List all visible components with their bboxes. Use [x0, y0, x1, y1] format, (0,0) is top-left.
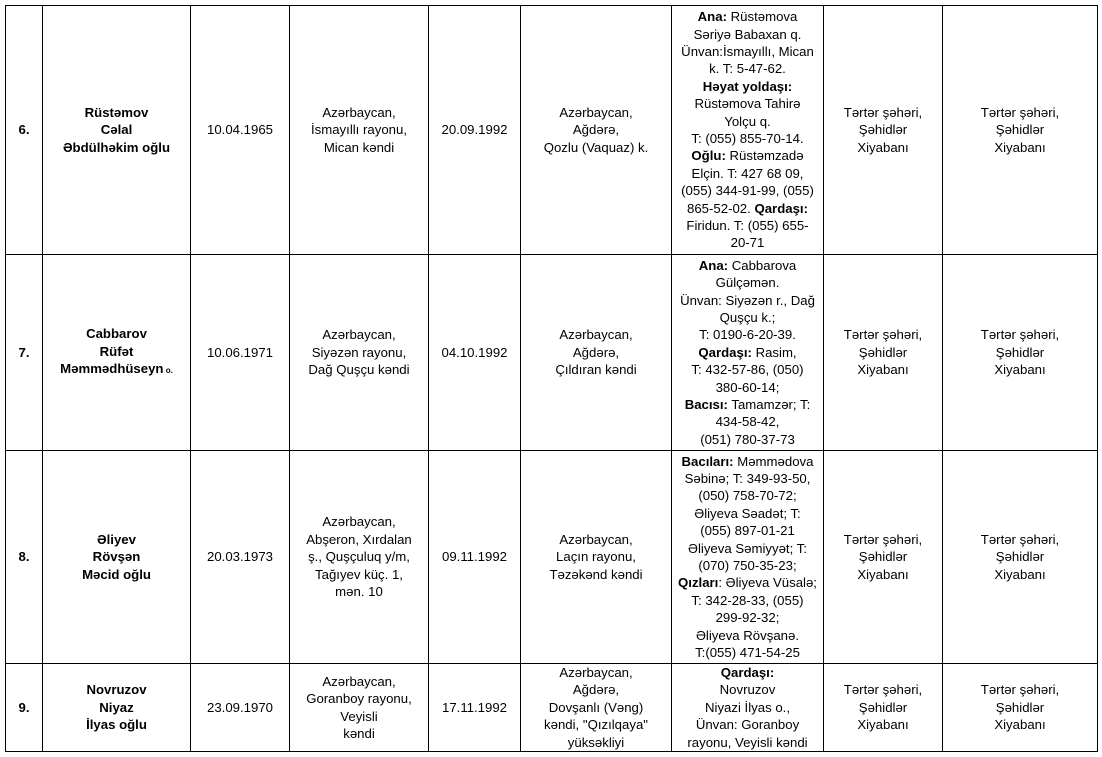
contact-text: (051) 780-37-73: [700, 431, 795, 447]
person-name-line: [46, 104, 187, 121]
memorial-place-line: Xiyabanı: [994, 139, 1046, 155]
contact-label: Ana:: [697, 9, 727, 25]
contact-text: Quşçu k.;: [719, 309, 776, 325]
contact-text: Novruzov: [719, 682, 776, 698]
memorial-place: [943, 255, 1098, 451]
contact-text: Rüstəmova: [726, 9, 798, 25]
death-place-line: Azərbaycan,: [559, 531, 633, 547]
contact-text: Ünvan: Siyəzən r., Dağ: [680, 292, 815, 308]
contact-text: Cabbarova: [728, 257, 797, 273]
table-row: [6, 451, 1098, 664]
contact-line: [675, 274, 820, 291]
person-name-line: [46, 343, 187, 360]
contact-line: [675, 309, 820, 326]
contact-line: [675, 361, 820, 378]
contact-text: T: (055) 855-70-14.: [691, 131, 804, 146]
contact-text: Əliyeva Səmiyyət; T:: [688, 540, 807, 556]
contact-line: [675, 734, 820, 751]
contact-line: [675, 487, 820, 504]
contact-text: Rasim,: [751, 344, 797, 360]
death-date: 09.11.1992: [429, 451, 521, 664]
contact-line: [675, 379, 820, 396]
person-name-text: Əliyev: [97, 531, 136, 547]
death-place-line: Ağdərə,: [572, 682, 620, 698]
memorial-place-line: Şəhidlər: [995, 122, 1045, 138]
burial-place-line: Tərtər şəhəri,: [843, 104, 923, 120]
death-place: [521, 6, 672, 255]
person-name-text: Novruzov: [86, 682, 147, 698]
contact-text: (050) 758-70-72;: [698, 488, 797, 504]
contact-line: [675, 182, 820, 199]
person-name-text: Əbdülhəkim oğlu: [62, 139, 170, 155]
burial-place: [824, 6, 943, 255]
birth-date: 23.09.1970: [191, 664, 290, 752]
burial-place-line: Şəhidlər: [858, 549, 908, 565]
birth-place-line: Dağ Quşçu kəndi: [308, 362, 410, 378]
burial-place-line: Xiyabanı: [857, 139, 909, 155]
contact-line: [675, 257, 820, 274]
contact-line: [675, 292, 820, 309]
contact-text: Səriyə Babaxan q.: [693, 26, 802, 42]
person-name: [43, 6, 191, 255]
contact-label: Bacısı:: [684, 397, 728, 413]
contact-line: [675, 453, 820, 470]
contact-line: [675, 592, 820, 609]
row-number: 7.: [6, 255, 43, 451]
death-place-line: Ağdərə,: [572, 122, 620, 138]
memorial-place-line: Tərtər şəhəri,: [980, 104, 1060, 120]
person-name-line: [46, 360, 187, 379]
death-place-line: Dovşanlı (Vəng): [548, 699, 644, 715]
birth-place-line: mən. 10: [335, 584, 383, 600]
birth-date: 10.04.1965: [191, 6, 290, 255]
person-name-text: Məcid oğlu: [82, 566, 151, 582]
burial-place-line: Şəhidlər: [858, 699, 908, 715]
birth-place-line: Mican kəndi: [323, 139, 395, 155]
person-name-line: [46, 548, 187, 565]
contact-line: [675, 95, 820, 112]
person-name-text: İlyas oğlu: [86, 717, 147, 733]
contact-label: Qızları: [678, 575, 719, 591]
memorial-place-line: Şəhidlər: [995, 344, 1045, 360]
death-place-line: kəndi, "Qızılqaya": [544, 717, 648, 733]
person-name-line: [46, 139, 187, 156]
contact-line: [675, 78, 820, 95]
memorial-place: [943, 664, 1098, 752]
death-place-line: Azərbaycan,: [559, 104, 633, 120]
contact-text: 299-92-32;: [715, 610, 780, 626]
birth-place: [290, 6, 429, 255]
contact-text: k. T: 5-47-62.: [709, 61, 786, 77]
row-number: 8.: [6, 451, 43, 664]
contact-line: [675, 470, 820, 487]
person-name-text: Rüstəmov: [84, 104, 149, 120]
contact-line: [675, 681, 820, 698]
person-name-text: Rövşən: [92, 549, 141, 565]
death-date: 20.09.1992: [429, 6, 521, 255]
burial-place-line: Xiyabanı: [857, 566, 909, 582]
death-place: [521, 255, 672, 451]
contact-line: [675, 522, 820, 539]
contact-label: Qardaşı:: [720, 665, 775, 680]
memorial-place-line: Xiyabanı: [994, 717, 1046, 733]
memorial-place-line: Tərtər şəhəri,: [980, 531, 1060, 547]
contact-line: [675, 431, 820, 448]
person-name-text: Cəlal: [100, 122, 133, 138]
death-place-line: Qozlu (Vaquaz) k.: [543, 139, 649, 155]
contact-text: (070) 750-35-23;: [698, 558, 797, 573]
contact-line: [675, 43, 820, 60]
person-name-line: [46, 699, 187, 716]
burial-place: [824, 255, 943, 451]
contact-text: Səbinə; T: 349-93-50,: [684, 470, 811, 486]
contact-text: (055) 897-01-21: [700, 523, 795, 539]
burial-place-line: Xiyabanı: [857, 362, 909, 378]
birth-date: 10.06.1971: [191, 255, 290, 451]
contact-line: [675, 26, 820, 43]
contact-text: 380-60-14;: [715, 379, 780, 395]
death-date: 17.11.1992: [429, 664, 521, 752]
death-place-line: Təzəkənd kəndi: [549, 566, 643, 582]
birth-place-line: ş., Quşçuluq y/m,: [308, 549, 410, 565]
contact-line: [675, 396, 820, 413]
contact-line: [675, 505, 820, 522]
birth-date: 20.03.1973: [191, 451, 290, 664]
person-name-line: [46, 716, 187, 733]
birth-place-line: Siyəzən rayonu,: [311, 344, 407, 360]
contact-line: [675, 60, 820, 77]
contact-line: [675, 130, 820, 147]
burial-place-line: Tərtər şəhəri,: [843, 682, 923, 698]
birth-place-line: Abşeron, Xırdalan: [306, 531, 412, 547]
contact-text: 20-71: [730, 235, 765, 251]
relatives-contacts: [672, 664, 824, 752]
death-place: [521, 664, 672, 752]
contact-line: [675, 540, 820, 557]
contact-text: Rüstəmzadə: [725, 148, 804, 164]
person-name-text: Cabbarov: [86, 326, 147, 342]
person-name-line: [46, 121, 187, 138]
contact-line: [675, 664, 820, 681]
contact-text: Firidun. T: (055) 655-: [686, 218, 809, 234]
contact-line: [675, 113, 820, 130]
birth-place-line: kəndi: [343, 725, 375, 741]
person-name-line: [46, 681, 187, 698]
birth-place-line: Goranboy rayonu,: [306, 691, 412, 707]
martyrs-table: [5, 5, 1098, 752]
contact-line: [675, 574, 820, 591]
memorial-place: [943, 6, 1098, 255]
birth-place-line: Azərbaycan,: [322, 673, 396, 689]
contact-line: [675, 413, 820, 430]
contact-text: 434-58-42,: [715, 414, 780, 430]
contact-line: [675, 200, 820, 217]
contact-line: [675, 699, 820, 716]
contact-text: 865-52-02.: [687, 200, 755, 216]
contact-label: Oğlu:: [691, 148, 726, 164]
person-name: [43, 255, 191, 451]
burial-place-line: Xiyabanı: [857, 717, 909, 733]
birth-place-line: Azərbaycan,: [322, 327, 396, 343]
burial-place-line: Tərtər şəhəri,: [843, 531, 923, 547]
person-name-text: Niyaz: [99, 699, 134, 715]
person-name-text: Rüfət: [99, 343, 134, 359]
row-number: 9.: [6, 664, 43, 752]
person-name: [43, 451, 191, 664]
contact-label: Bacıları:: [681, 453, 734, 469]
burial-place: [824, 664, 943, 752]
contact-text: T: 432-57-86, (050): [691, 362, 804, 378]
table-row: [6, 6, 1098, 255]
contact-line: [675, 217, 820, 234]
contact-line: [675, 716, 820, 733]
contact-text: T: 0190-6-20-39.: [699, 327, 796, 343]
memorial-place-line: Xiyabanı: [994, 566, 1046, 582]
person-name: [43, 664, 191, 752]
contact-text: Ünvan:İsmayıllı, Mican: [681, 43, 814, 59]
relatives-contacts: [672, 255, 824, 451]
contact-line: [675, 165, 820, 182]
person-name-text: Məmmədhüseyn: [60, 361, 164, 377]
birth-place: [290, 451, 429, 664]
death-place-line: Laçın rayonu,: [556, 549, 636, 565]
relatives-contacts: [672, 6, 824, 255]
contact-label: Həyat yoldaşı:: [702, 78, 793, 94]
contact-text: rayonu, Veyisli kəndi: [687, 734, 808, 750]
person-name-suffix: o.: [163, 366, 173, 376]
contact-text: Əliyeva Rövşanə.: [695, 627, 799, 643]
relatives-contacts: [672, 451, 824, 664]
birth-place-line: Tağıyev küç. 1,: [315, 566, 403, 582]
contact-text: Yolçu q.: [724, 113, 771, 129]
memorial-place: [943, 451, 1098, 664]
contact-line: [675, 627, 820, 644]
contact-text: Əliyeva Səadət; T:: [694, 505, 801, 521]
birth-place: [290, 664, 429, 752]
contact-line: [675, 557, 820, 574]
contact-line: [675, 8, 820, 25]
birth-place-line: Veyisli: [340, 708, 378, 724]
contact-line: [675, 234, 820, 251]
death-place-line: Azərbaycan,: [559, 665, 633, 680]
birth-place-line: Azərbaycan,: [322, 514, 396, 530]
death-date: 04.10.1992: [429, 255, 521, 451]
memorial-place-line: Xiyabanı: [994, 362, 1046, 378]
memorial-place-line: Tərtər şəhəri,: [980, 682, 1060, 698]
table-body: [6, 6, 1098, 752]
death-place-line: Çıldıran kəndi: [555, 362, 637, 378]
table-row: [6, 255, 1098, 451]
death-place: [521, 451, 672, 664]
row-number: 6.: [6, 6, 43, 255]
memorial-place-line: Şəhidlər: [995, 549, 1045, 565]
contact-text: : Əliyeva Vüsalə;: [718, 575, 817, 591]
person-name-line: [46, 325, 187, 342]
death-place-line: Azərbaycan,: [559, 327, 633, 343]
table-row: [6, 664, 1098, 752]
contact-text: Elçin. T: 427 68 09,: [691, 165, 804, 181]
birth-place-line: İsmayıllı rayonu,: [310, 122, 407, 138]
contact-line: [675, 344, 820, 361]
burial-place: [824, 451, 943, 664]
memorial-place-line: Şəhidlər: [995, 699, 1045, 715]
contact-line: [675, 609, 820, 626]
person-name-line: [46, 531, 187, 548]
contact-text: Məmmədova: [733, 453, 814, 469]
person-name-line: [46, 566, 187, 583]
death-place-line: Ağdərə,: [572, 344, 620, 360]
contact-line: [675, 326, 820, 343]
contact-text: Rüstəmova Tahirə: [694, 96, 801, 112]
contact-text: Ünvan: Goranboy: [695, 717, 800, 733]
contact-label: Ana:: [698, 257, 729, 273]
contact-line: [675, 147, 820, 164]
birth-place-line: Azərbaycan,: [322, 104, 396, 120]
contact-text: T: 342-28-33, (055): [691, 592, 804, 608]
contact-text: Gülçəmən.: [715, 275, 780, 291]
contact-label: Qardaşı:: [698, 344, 752, 360]
contact-label: Qardaşı:: [754, 200, 808, 216]
memorial-place-line: Tərtər şəhəri,: [980, 327, 1060, 343]
death-place-line: yüksəkliyi: [567, 734, 625, 750]
contact-text: Niyazi İlyas o.,: [704, 699, 790, 715]
contact-text: (055) 344-91-99, (055): [681, 183, 814, 199]
contact-line: [675, 644, 820, 661]
birth-place: [290, 255, 429, 451]
burial-place-line: Tərtər şəhəri,: [843, 327, 923, 343]
burial-place-line: Şəhidlər: [858, 122, 908, 138]
contact-text: Tamamzər; T:: [727, 397, 811, 413]
burial-place-line: Şəhidlər: [858, 344, 908, 360]
contact-text: T:(055) 471-54-25: [695, 645, 800, 661]
